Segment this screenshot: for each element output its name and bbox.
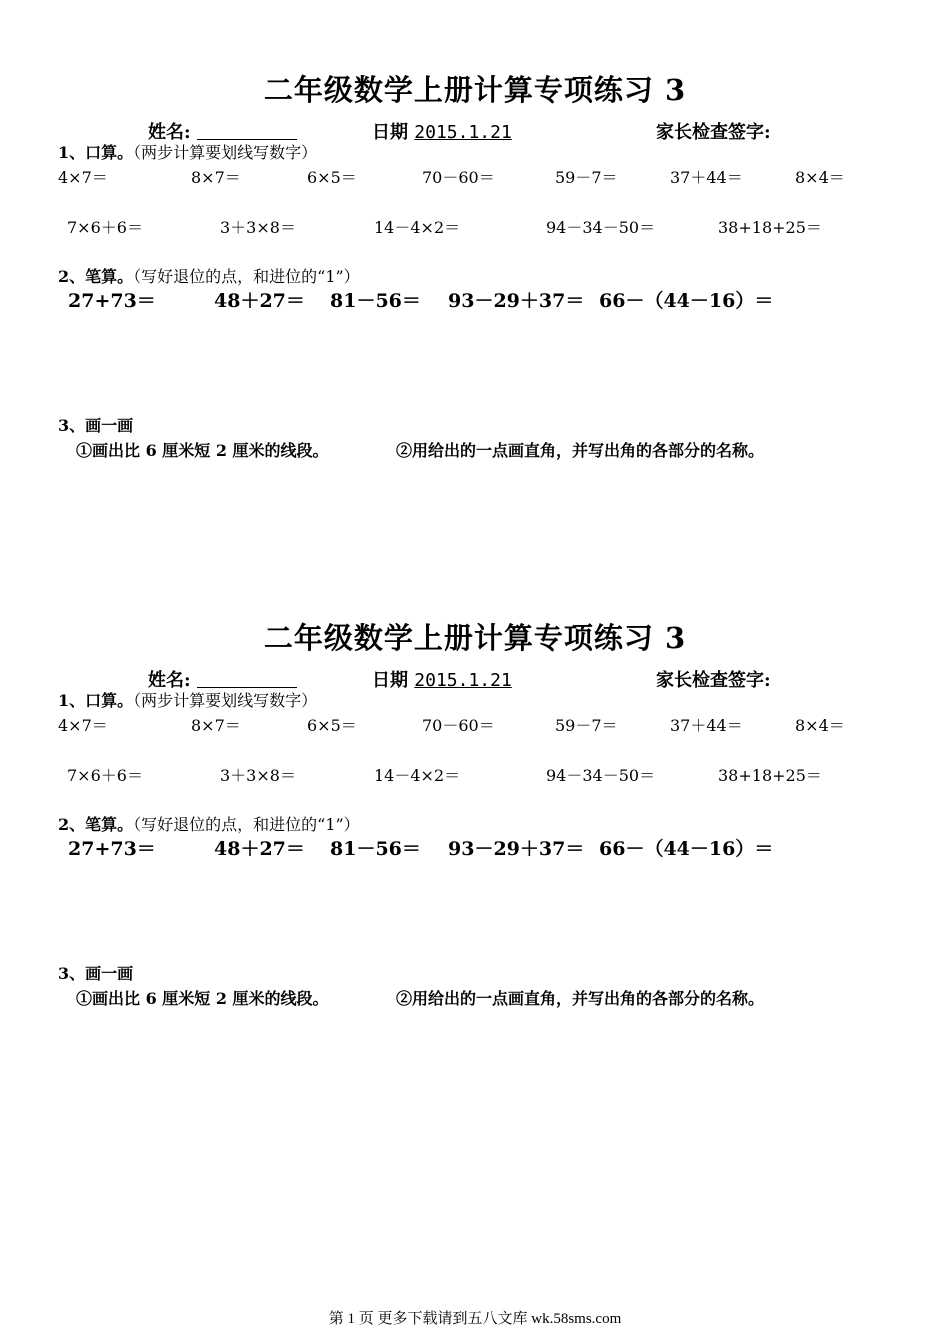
parent-signature-label: 家长检查签字: xyxy=(656,670,771,691)
section3-heading: 3、画一画 xyxy=(58,416,134,435)
oral-problem: 38+18+25＝ xyxy=(718,766,822,785)
date-field xyxy=(372,666,512,692)
written-problem: 48＋27＝ xyxy=(214,838,305,860)
written-problem: 81－56＝ xyxy=(330,838,421,860)
section2-title: 2、笔算。 xyxy=(58,815,134,834)
written-problem: 66－（44－16）＝ xyxy=(599,838,774,860)
written-problem: 93－29＋37＝ xyxy=(448,290,585,312)
name-blank[interactable] xyxy=(197,123,297,140)
draw-task-1: ①画出比 6 厘米短 2 厘米的线段。 xyxy=(76,441,329,460)
section2-heading xyxy=(58,264,360,287)
oral-problem: 14－4×2＝ xyxy=(374,218,461,237)
name-label: 姓名: xyxy=(148,670,191,691)
oral-problem: 7×6＋6＝ xyxy=(67,766,143,785)
written-problem: 81－56＝ xyxy=(330,290,421,312)
written-problem: 27+73＝ xyxy=(68,290,156,312)
date-label: 日期 xyxy=(372,122,408,143)
section1-note: （两步计算要划线写数字） xyxy=(133,143,318,162)
draw-task-2: ②用给出的一点画直角，并写出角的各部分的名称。 xyxy=(396,441,765,460)
date-label: 日期 xyxy=(372,670,408,691)
written-problem: 48＋27＝ xyxy=(214,290,305,312)
section2-note: （写好退位的点，和进位的“1”） xyxy=(133,267,360,286)
section3-heading: 3、画一画 xyxy=(58,964,134,983)
oral-problem: 8×4＝ xyxy=(795,716,845,735)
oral-problem: 3＋3×8＝ xyxy=(220,218,296,237)
section1-title: 1、口算。 xyxy=(58,143,134,162)
section2-title: 2、笔算。 xyxy=(58,267,134,286)
oral-problem: 38+18+25＝ xyxy=(718,218,822,237)
draw-task-1: ①画出比 6 厘米短 2 厘米的线段。 xyxy=(76,989,329,1008)
date-value: 2015.1.21 xyxy=(414,122,512,143)
oral-problem: 6×5＝ xyxy=(307,716,357,735)
oral-problem: 94－34－50＝ xyxy=(546,218,656,237)
date-field xyxy=(372,118,512,144)
oral-problem: 94－34－50＝ xyxy=(546,766,656,785)
parent-signature-label: 家长检查签字: xyxy=(656,122,771,143)
name-label: 姓名: xyxy=(148,122,191,143)
worksheet-2 xyxy=(0,616,950,1056)
section1-heading xyxy=(58,140,317,163)
written-problem: 66－（44－16）＝ xyxy=(599,290,774,312)
section2-note: （写好退位的点，和进位的“1”） xyxy=(133,815,360,834)
written-problem: 27+73＝ xyxy=(68,838,156,860)
oral-problem: 59－7＝ xyxy=(555,168,618,187)
section1-note: （两步计算要划线写数字） xyxy=(133,691,318,710)
oral-problem: 59－7＝ xyxy=(555,716,618,735)
draw-task-2: ②用给出的一点画直角，并写出角的各部分的名称。 xyxy=(396,989,765,1008)
section1-title: 1、口算。 xyxy=(58,691,134,710)
oral-problem: 6×5＝ xyxy=(307,168,357,187)
oral-problem: 37＋44＝ xyxy=(670,168,743,187)
date-value: 2015.1.21 xyxy=(414,670,512,691)
written-problem: 93－29＋37＝ xyxy=(448,838,585,860)
oral-problem: 14－4×2＝ xyxy=(374,766,461,785)
worksheet-1 xyxy=(0,68,950,508)
oral-problem: 7×6＋6＝ xyxy=(67,218,143,237)
oral-problem: 4×7＝ xyxy=(58,716,108,735)
oral-problem: 8×4＝ xyxy=(795,168,845,187)
oral-problem: 3＋3×8＝ xyxy=(220,766,296,785)
oral-problem: 8×7＝ xyxy=(191,716,241,735)
oral-problem: 8×7＝ xyxy=(191,168,241,187)
worksheet-title: 二年级数学上册计算专项练习 3 xyxy=(263,621,687,655)
page-footer: 第 1 页 更多下载请到五八文库 wk.58sms.com xyxy=(328,1311,622,1327)
worksheet-title: 二年级数学上册计算专项练习 3 xyxy=(263,73,687,107)
oral-problem: 37＋44＝ xyxy=(670,716,743,735)
name-blank[interactable] xyxy=(197,671,297,688)
oral-problem: 4×7＝ xyxy=(58,168,108,187)
section1-heading xyxy=(58,688,317,711)
oral-problem: 70－60＝ xyxy=(422,716,495,735)
section2-heading xyxy=(58,812,360,835)
oral-problem: 70－60＝ xyxy=(422,168,495,187)
